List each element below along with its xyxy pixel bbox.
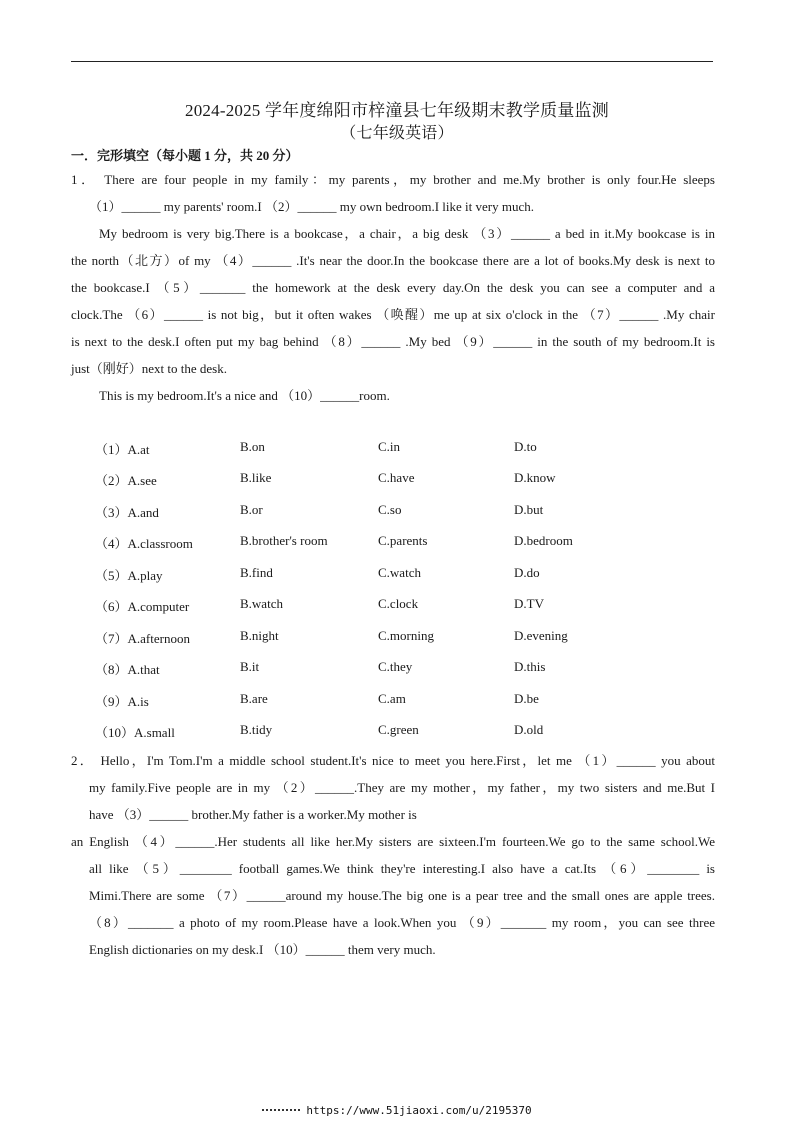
option-b: B.are <box>240 691 268 706</box>
q1-line-7: is next to the desk.I often put my bag behind （8）______ .My bed （9）______ in the south of my bedroom.It is <box>71 334 715 349</box>
footer <box>0 1104 794 1117</box>
option-a: （5）A.play <box>95 568 163 583</box>
q2-line-3: have （3）______ brother.My father is a worker.My mother is <box>89 807 417 822</box>
q2-line-4: an English （4）______.Her students all like her.My sisters are sixteen.I'm fourteen.We go to the same school.We <box>71 834 715 849</box>
option-row <box>0 439 794 457</box>
option-a: （7）A.afternoon <box>95 631 190 646</box>
option-b: B.find <box>240 565 273 580</box>
option-a: （8）A.that <box>95 662 160 677</box>
q1-line-5: the bookcase.I （5）_______ the homework at the desk every day.On the desk you can see a computer and a <box>71 280 715 295</box>
watermark-logo-icon <box>262 1109 300 1114</box>
option-d: D.do <box>514 565 540 580</box>
option-b: B.brother's room <box>240 533 328 548</box>
q2-line-6: Mimi.There are some （7）______around my house.The big one is a pear tree and the small ones are apple trees. <box>89 888 715 903</box>
option-row <box>0 565 794 583</box>
page-title: 2024-2025 学年度绵阳市梓潼县七年级期末教学质量监测 <box>185 101 609 120</box>
top-rule <box>71 61 713 62</box>
q1-line-3: My bedroom is very big.There is a bookcase，a chair，a big desk （3）______ a bed in it.My bookcase is in <box>99 226 715 241</box>
q1-line-4: the north（北方）of my （4）______ .It's near the door.In the bookcase there are a lot of books.My desk is next to <box>71 253 715 268</box>
option-b: B.or <box>240 502 263 517</box>
option-b: B.watch <box>240 596 283 611</box>
option-d: D.be <box>514 691 539 706</box>
option-b: B.tidy <box>240 722 273 737</box>
option-c: C.green <box>378 722 419 737</box>
option-a: （4）A.classroom <box>95 536 193 551</box>
option-b: B.it <box>240 659 260 674</box>
option-d: D.old <box>514 722 544 737</box>
option-a: （10）A.small <box>95 725 175 740</box>
option-a: （9）A.is <box>95 694 149 709</box>
option-c: C.watch <box>378 565 421 580</box>
option-a: （6）A.computer <box>95 599 190 614</box>
option-c: C.morning <box>378 628 434 643</box>
option-row <box>0 533 794 551</box>
footer-url[interactable]: https://www.51jiaoxi.com/u/2195370 <box>306 1104 532 1117</box>
option-d: D.but <box>514 502 544 517</box>
q2-line-2: my family.Five people are in my （2）______.They are my mother，my father，my two sisters and me.But I <box>89 780 715 795</box>
option-a: （1）A.at <box>95 442 150 457</box>
q1-line-1: 1． There are four people in my family：my parents，my brother and me.My brother is only four.He sleeps <box>71 172 715 187</box>
option-d: D.know <box>514 470 556 485</box>
q2-line-5: all like （5）________ football games.We think they're interesting.I also have a cat.Its （6）________ is <box>89 861 715 876</box>
option-d: D.bedroom <box>514 533 573 548</box>
option-c: C.so <box>378 502 402 517</box>
option-a: （3）A.and <box>95 505 159 520</box>
option-row <box>0 691 794 709</box>
section-heading: 一．完形填空（每小题 1 分，共 20 分） <box>71 148 299 163</box>
option-row <box>0 722 794 740</box>
q2-line-1: 2． Hello，I'm Tom.I'm a middle school student.It's nice to meet you here.First，let me （1）______ you about <box>71 753 715 768</box>
option-c: C.they <box>378 659 413 674</box>
option-c: C.parents <box>378 533 428 548</box>
option-c: C.clock <box>378 596 419 611</box>
option-b: B.on <box>240 439 265 454</box>
q1-line-6: clock.The （6）______ is not big，but it often wakes （唤醒）me up at six o'clock in the （7）______ .My chair <box>71 307 715 322</box>
page-subtitle: （七年级英语） <box>340 125 454 142</box>
option-c: C.in <box>378 439 401 454</box>
q1-line-9: This is my bedroom.It's a nice and （10）______room. <box>99 388 390 403</box>
option-b: B.night <box>240 628 279 643</box>
option-c: C.have <box>378 470 415 485</box>
option-row <box>0 470 794 488</box>
option-d: D.evening <box>514 628 568 643</box>
option-row <box>0 659 794 677</box>
q2-line-8: English dictionaries on my desk.I （10）______ them very much. <box>89 942 436 957</box>
option-b: B.like <box>240 470 272 485</box>
q2-line-7: （8）_______ a photo of my room.Please have a look.When you （9）_______ my room，you can see three <box>89 915 715 930</box>
option-row <box>0 596 794 614</box>
q1-line-2: （1）______ my parents' room.I （2）______ my own bedroom.I like it very much. <box>89 199 535 214</box>
option-d: D.TV <box>514 596 544 611</box>
option-d: D.this <box>514 659 546 674</box>
option-row <box>0 502 794 520</box>
q1-line-8: just（刚好）next to the desk. <box>71 361 227 376</box>
option-c: C.am <box>378 691 406 706</box>
option-d: D.to <box>514 439 537 454</box>
option-row <box>0 628 794 646</box>
option-a: （2）A.see <box>95 473 157 488</box>
